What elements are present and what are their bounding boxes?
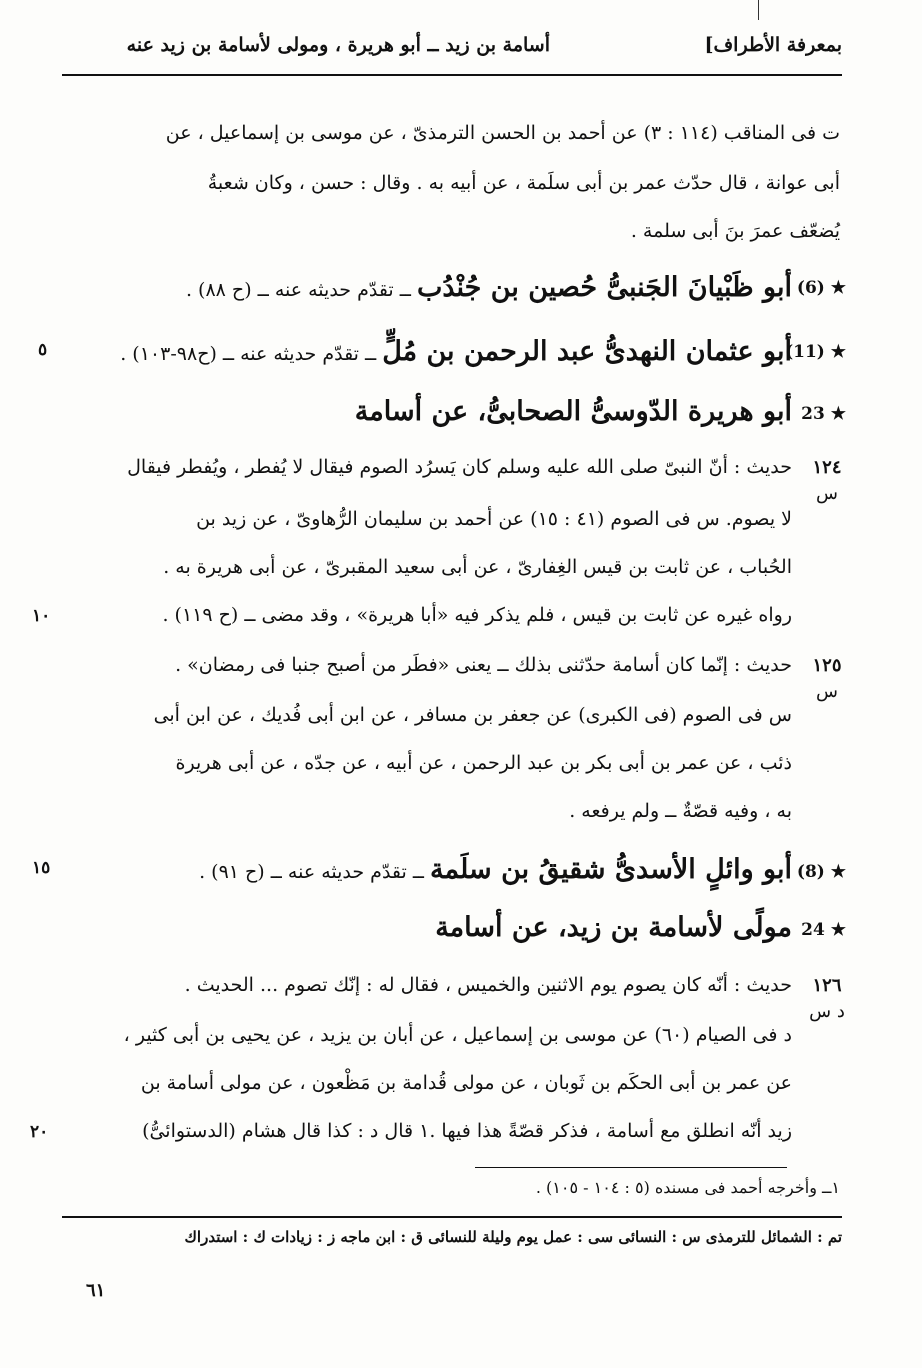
margin-line-number: ٢٠ [30, 1122, 49, 1142]
abbreviation-legend: تم : الشمائل للترمذى س : النسائى سى : عمل يوم وليلة للنسائى ق : ابن ماجه ز : زيادات ك : استدراك [184, 1228, 842, 1246]
hadith-number: ١٢٥ [812, 655, 842, 676]
text-line: عن عمر بن أبى الحكَم بن ثَوبان ، عن مولى قُدامة بن مَظْعون ، عن مولى أسامة بن [140, 1072, 792, 1094]
footnote-rule [475, 1167, 787, 1168]
text-line: حديث : أنّه كان يصوم يوم الاثنين والخميس ، فقال له : إنّك تصوم ... الحديث . [184, 974, 792, 996]
hadith-siglum: د س [809, 1001, 845, 1022]
text-line: حديث : إنّما كان أسامة حدّثنى بذلك ــ يعنى «فطَر من أصبح جنبا فى رمضان» . [175, 654, 792, 676]
text-line: ت فى المناقب (١١٤ : ٣) عن أحمد بن الحسن الترمذىّ ، عن موسى بن إسماعيل ، عن [165, 122, 840, 144]
entry-name: مولًى لأسامة بن زيد، عن أسامة [435, 912, 792, 943]
entry-name: أبو عثمان النهدىُّ عبد الرحمن بن مُلٍّ [382, 336, 792, 367]
entry-name: أبو ظَبْيانَ الجَنبىُّ حُصين بن جُنْدُب [416, 272, 792, 303]
header-right: بمعرفة الأطراف] [704, 34, 842, 56]
hadith-siglum: س [816, 681, 838, 702]
entry-marker: 24 ★ [801, 920, 846, 940]
text-line: الحُباب ، عن ثابت بن قيس الغِفارىّ ، عن أبى سعيد المقبرىّ ، عن أبى هريرة به . [163, 556, 792, 578]
corner-mark [758, 0, 759, 20]
page-number: ٦١ [86, 1280, 106, 1301]
text-line: س فى الصوم (فى الكبرى) عن جعفر بن مسافر ، عن ابن أبى فُديك ، عن ابن أبى [153, 704, 792, 726]
entry-marker: (6) ★ [796, 278, 846, 298]
margin-line-number: ٥ [38, 340, 48, 360]
entry-marker: (11) ★ [785, 342, 846, 362]
entry-name: أبو هريرة الدّوسىُّ الصحابىُّ، عن أسامة [354, 396, 792, 427]
entry-name: أبو وائلٍ الأسدىُّ شقيقُ بن سلَمة [430, 854, 792, 885]
margin-line-number: ١٠ [32, 606, 51, 626]
entry-line [355, 392, 792, 432]
entry-marker: (8) ★ [796, 862, 846, 882]
entry-line [435, 908, 792, 948]
entry-marker: 23 ★ [801, 404, 846, 424]
hadith-number: ١٢٤ [812, 457, 842, 478]
text-line: ذئب ، عن عمر بن أبى بكر بن عبد الرحمن ، عن أبيه ، عن جدّه ، عن أبى هريرة [175, 752, 792, 774]
bottom-rule [62, 1216, 842, 1218]
text-line: حديث : أنّ النبىّ صلى الله عليه وسلم كان يَسرُد الصوم فيقال لا يُفطر ، ويُفطر فيقال [127, 456, 792, 478]
running-header [62, 28, 842, 72]
text-line: رواه غيره عن ثابت بن قيس ، فلم يذكر فيه «أبا هريرة» ، وقد مضى ــ (ح ١١٩) . [162, 604, 792, 626]
text-line: أبى عوانة ، قال حدّث عمر بن أبى سلَمة ، عن أبيه به . وقال : حسن ، وكان شعبةُ [207, 172, 840, 194]
text-line: لا يصوم. س فى الصوم (٤١ : ١٥) عن أحمد بن سليمان الرُّهاوىّ ، عن زيد بن [196, 508, 792, 530]
entry-line [120, 332, 792, 372]
entry-rest: ــ تقدّم حديثه عنه ــ (ح ٨٨) . [185, 279, 417, 301]
text-line: زيد أنّه انطلق مع أسامة ، فذكر قصّةً هذا فيها .١ قال د : كذا قال هشام (الدستوائىُّ) [142, 1120, 792, 1142]
entry-rest: ــ تقدّم حديثه عنه ــ (ح٩٨-١٠٣) . [120, 343, 383, 365]
text-line: د فى الصيام (٦٠) عن موسى بن إسماعيل ، عن أبان بن يزيد ، عن يحيى بن أبى كثير ، [123, 1024, 792, 1046]
header-center: أسامة بن زيد ــ أبو هريرة ، ومولى لأسامة بن زيد عنه [126, 34, 550, 56]
footnote: ١ــ وأخرجه أحمد فى مسنده (٥ : ١٠٤ - ١٠٥) . [535, 1178, 840, 1197]
entry-line [199, 850, 792, 890]
header-rule [62, 74, 842, 76]
entry-line [186, 268, 792, 308]
hadith-number: ١٢٦ [812, 975, 842, 996]
text-line: به ، وفيه قصّةٌ ــ ولم يرفعه . [569, 800, 792, 822]
hadith-siglum: س [816, 483, 838, 504]
margin-line-number: ١٥ [32, 858, 51, 878]
text-line: يُضعّف عمرَ بنَ أبى سلمة . [630, 220, 840, 242]
entry-rest: ــ تقدّم حديثه عنه ــ (ح ٩١) . [199, 861, 431, 883]
